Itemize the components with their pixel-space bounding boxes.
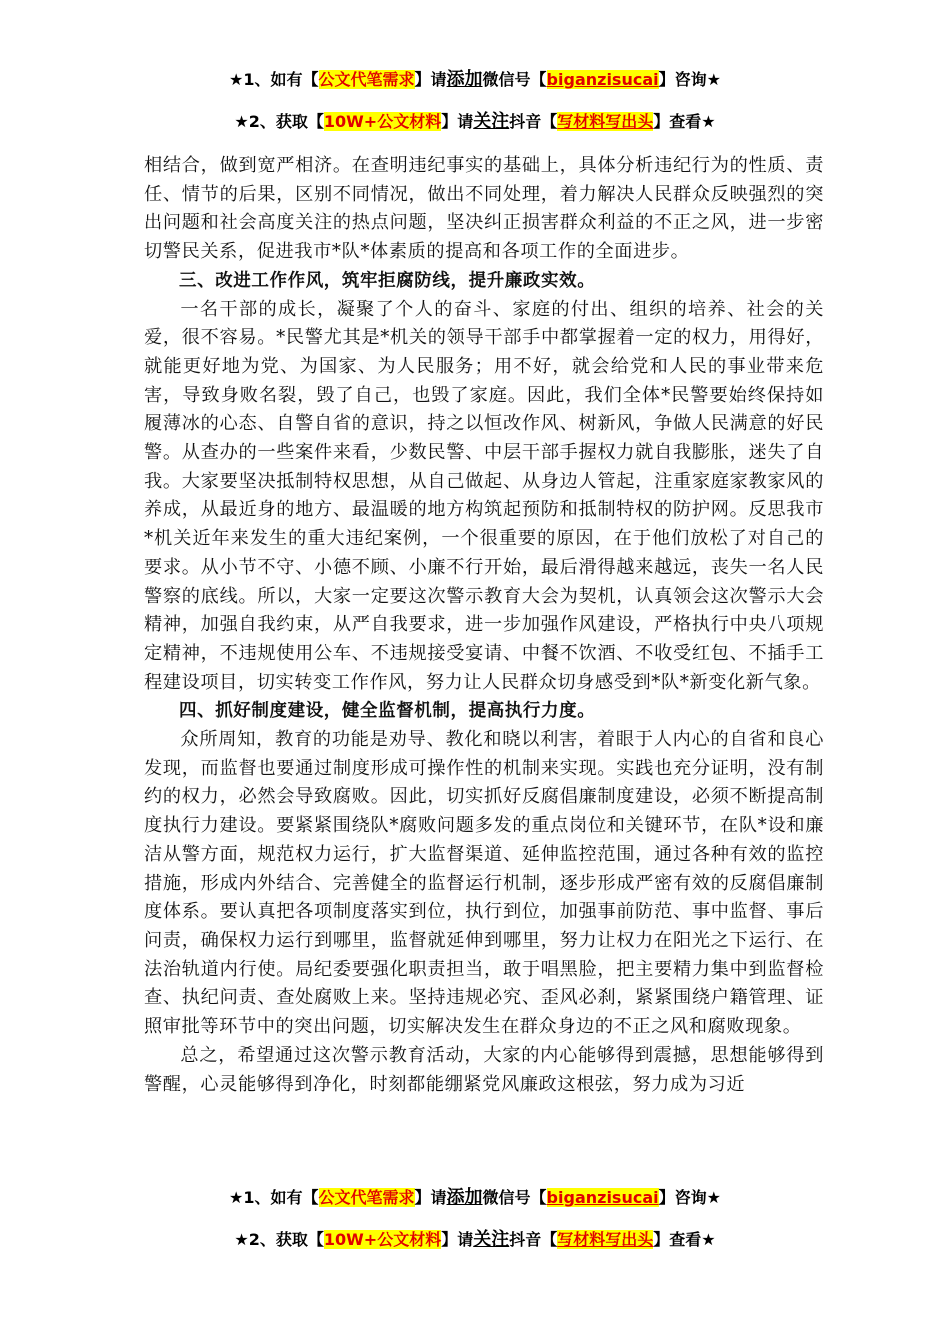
bottom-banner-line1 bbox=[0, 1186, 950, 1210]
top-banner-line1 bbox=[0, 68, 950, 92]
top-banner-line2 bbox=[0, 110, 950, 134]
paragraph: 总之，希望通过这次警示教育活动，大家的内心能够得到震撼，思想能够得到警醒，心灵能够得到净化，时刻都能绷紧党风廉政这根弦，努力成为习近 bbox=[144, 1044, 824, 1095]
document-body bbox=[144, 152, 824, 1099]
banner-douyin-id: 写材料写出头 bbox=[557, 112, 654, 131]
banner-text: 抖音【 bbox=[509, 1230, 558, 1249]
banner-emphasis: 关注 bbox=[473, 1229, 510, 1250]
banner-text: 】咨询★ bbox=[658, 70, 721, 89]
banner-text: ★2、获取【 bbox=[234, 112, 324, 131]
banner-wechat-id: biganzisucai bbox=[546, 70, 659, 89]
banner-highlight: 10W+公文材料 bbox=[323, 112, 442, 131]
banner-text: 微信号【 bbox=[482, 1188, 547, 1207]
banner-highlight: 公文代笔需求 bbox=[318, 1188, 415, 1207]
paragraph: 众所周知，教育的功能是劝导、教化和晓以利害，着眼于人内心的自省和良心发现，而监督也要通过制度形成可操作性的机制来实现。实践也充分证明，没有制约的权力，必然会导致腐败。因此，切实抓好反腐倡廉制度建设，必须不断提高制度执行力建设。要紧紧围绕队*腐败问题多发的重点岗位和关键环节，在队*设和廉洁从警方面，规范权力运行，扩大监督渠道、延伸监控范围，通过各种有效的监控措施，形成内外结合、完善健全的监督运行机制，逐步形成严密有效的反腐倡廉制度体系。要认真把各项制度落实到位，执行到位，加强事前防范、事中监督、事后问责，确保权力运行到哪里，监督就延伸到哪里，努力让权力在阳光之下运行、在法治轨道内行使。局纪委要强化职责担当，敢于唱黑脸，把主要精力集中到监督检查、执纪问责、查处腐败上来。坚持违规必究、歪风必刹，紧紧围绕户籍管理、证照审批等环节中的突出问题，切实解决发生在群众身边的不正之风和腐败现象。 bbox=[144, 729, 824, 1038]
banner-text: 】查看★ bbox=[653, 1230, 716, 1249]
banner-text: 微信号【 bbox=[482, 70, 547, 89]
banner-text: 】请 bbox=[414, 1188, 447, 1207]
banner-douyin-id: 写材料写出头 bbox=[557, 1230, 654, 1249]
section-heading: 三、改进工作作风，筑牢拒腐防线，提升廉政实效。 bbox=[179, 270, 596, 291]
banner-text: ★1、如有【 bbox=[229, 70, 319, 89]
banner-emphasis: 添加 bbox=[446, 1187, 483, 1208]
banner-text: ★1、如有【 bbox=[229, 1188, 319, 1207]
banner-emphasis: 添加 bbox=[446, 69, 483, 90]
banner-text: 】查看★ bbox=[653, 112, 716, 131]
banner-wechat-id: biganzisucai bbox=[546, 1188, 659, 1207]
banner-text: 】请 bbox=[441, 112, 474, 131]
banner-text: 】咨询★ bbox=[658, 1188, 721, 1207]
bottom-banner-line2 bbox=[0, 1228, 950, 1252]
banner-text: 抖音【 bbox=[509, 112, 558, 131]
section-heading: 四、抓好制度建设，健全监督机制，提高执行力度。 bbox=[179, 701, 596, 722]
banner-highlight: 公文代笔需求 bbox=[318, 70, 415, 89]
banner-text: 】请 bbox=[414, 70, 447, 89]
paragraph: 一名干部的成长，凝聚了个人的奋斗、家庭的付出、组织的培养、社会的关爱，很不容易。*民警尤其是*机关的领导干部手中都掌握着一定的权力，用得好，就能更好地为党、为国家、为人民服务；用不好，就会给党和人民的事业带来危害，导致身败名裂，毁了自己，也毁了家庭。因此，我们全体*民警要始终保持如履薄冰的心态、自警自省的意识，持之以恒改作风、树新风，争做人民满意的好民警。从查办的一些案件来看，少数民警、中层干部手握权力就自我膨胀，迷失了自我。大家要坚决抵制特权思想，从自己做起、从身边人管起，注重家庭家教家风的养成，从最近身的地方、最温暖的地方构筑起预防和抵制特权的防护网。反思我市*机关近年来发生的重大违纪案例，一个很重要的原因，在于他们放松了对自己的要求。从小节不守、小德不顾、小廉不行开始，最后滑得越来越远，丧失一名人民警察的底线。所以，大家一定要这次警示教育大会为契机，认真领会这次警示大会精神，加强自我约束，从严自我要求，进一步加强作风建设，严格执行中央八项规定精神，不违规使用公车、不违规接受宴请、中餐不饮酒、不收受红包、不插手工程建设项目，切实转变工作作风，努力让人民群众切身感受到*队*新变化新气象。 bbox=[144, 298, 824, 693]
banner-highlight: 10W+公文材料 bbox=[323, 1230, 442, 1249]
banner-text: ★2、获取【 bbox=[234, 1230, 324, 1249]
paragraph: 相结合，做到宽严相济。在查明违纪事实的基础上，具体分析违纪行为的性质、责任、情节的后果，区别不同情况，做出不同处理，着力解决人民群众反映强烈的突出问题和社会高度关注的热点问题，坚决纠正损害群众利益的不正之风，进一步密切警民关系，促进我市*队*体素质的提高和各项工作的全面进步。 bbox=[144, 155, 824, 263]
banner-emphasis: 关注 bbox=[473, 111, 510, 132]
banner-text: 】请 bbox=[441, 1230, 474, 1249]
